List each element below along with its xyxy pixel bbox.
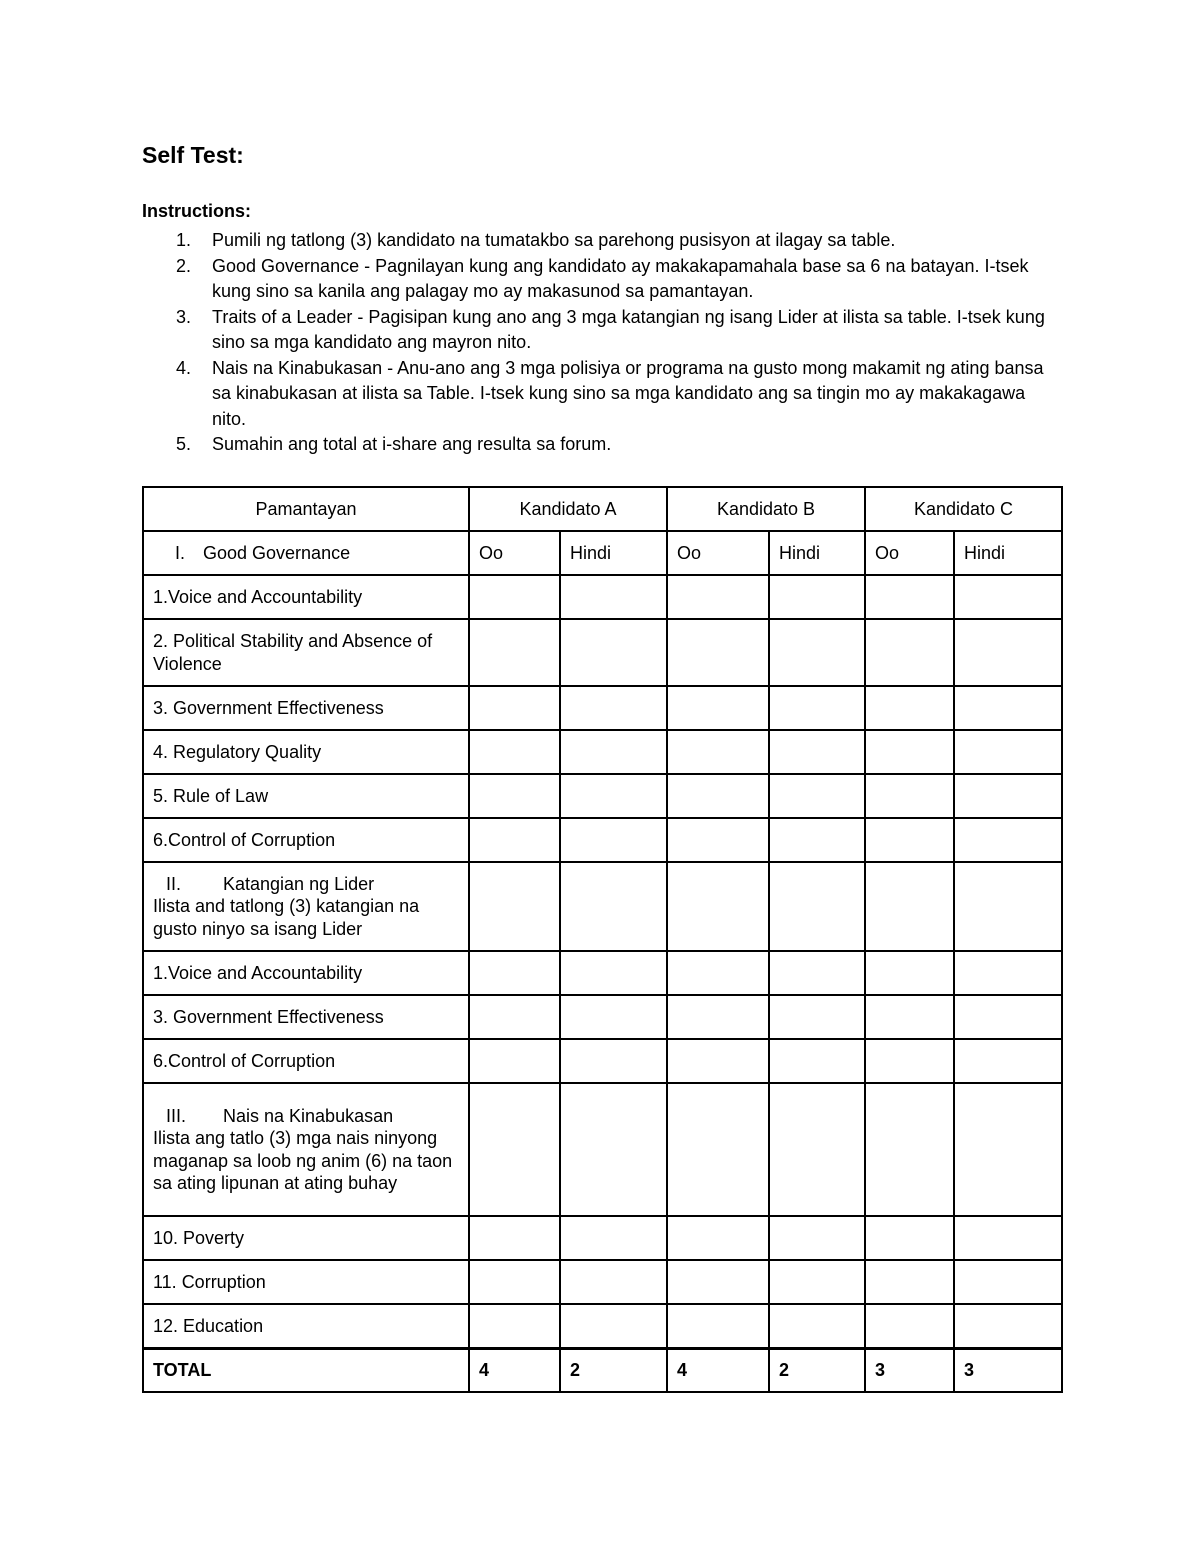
total-value: 3 — [865, 1348, 954, 1392]
check-cell[interactable] — [769, 1216, 865, 1260]
check-cell[interactable] — [469, 575, 560, 619]
header-no: Hindi — [954, 531, 1062, 575]
check-cell[interactable] — [469, 1216, 560, 1260]
check-cell[interactable] — [954, 730, 1062, 774]
check-cell[interactable] — [769, 774, 865, 818]
check-cell[interactable] — [667, 995, 769, 1039]
instructions-heading: Instructions: — [142, 201, 252, 221]
check-cell[interactable] — [769, 1039, 865, 1083]
check-cell[interactable] — [865, 686, 954, 730]
check-cell[interactable] — [954, 995, 1062, 1039]
check-cell[interactable] — [954, 575, 1062, 619]
criterion-label: 1.Voice and Accountability — [143, 575, 469, 619]
instruction-text: Good Governance - Pagnilayan kung ang kandidato ay makakapamahala base sa 6 na batayan. I-tsek kung sino sa kanila ang palagay mo ay makasunod sa pamantayan. — [212, 255, 1029, 301]
check-cell[interactable] — [667, 818, 769, 862]
check-cell[interactable] — [865, 1083, 954, 1216]
check-cell[interactable] — [469, 686, 560, 730]
header-no: Hindi — [769, 531, 865, 575]
instruction-number: 5. — [176, 434, 192, 454]
section-description: Ilista and tatlong (3) katangian na gusto ninyo sa isang Lider — [153, 896, 420, 939]
check-cell[interactable] — [769, 995, 865, 1039]
instruction-number: 2. — [176, 255, 192, 276]
instruction-item — [142, 432, 1062, 458]
check-cell[interactable] — [469, 774, 560, 818]
header-yes: Oo — [865, 531, 954, 575]
check-cell[interactable] — [865, 862, 954, 951]
criterion-label: 2. Political Stability and Absence of Violence — [143, 619, 469, 686]
instruction-text: Traits of a Leader - Pagisipan kung ano ang 3 mga katangian ng isang Lider at ilista sa table. I-tsek kung sino sa mga kandidato ang mayron nito. — [212, 306, 1045, 352]
section-title — [143, 862, 469, 951]
header-no: Hindi — [560, 531, 667, 575]
total-value: 2 — [769, 1348, 865, 1392]
section-roman: II. — [166, 873, 182, 894]
check-cell[interactable] — [865, 951, 954, 995]
instructions-list — [142, 228, 1062, 458]
check-cell[interactable] — [769, 575, 865, 619]
check-cell[interactable] — [469, 1260, 560, 1304]
section-title — [143, 531, 469, 575]
criterion-label: 11. Corruption — [143, 1260, 469, 1304]
header-candidate-b: Kandidato B — [667, 487, 865, 531]
header-candidate-a: Kandidato A — [469, 487, 667, 531]
instruction-number: 4. — [176, 357, 192, 378]
check-cell[interactable] — [667, 575, 769, 619]
check-cell[interactable] — [769, 1260, 865, 1304]
check-cell[interactable] — [469, 818, 560, 862]
check-cell[interactable] — [865, 619, 954, 686]
check-cell[interactable] — [954, 619, 1062, 686]
check-cell[interactable] — [954, 818, 1062, 862]
criterion-label: 6.Control of Corruption — [143, 1039, 469, 1083]
header-yes: Oo — [469, 531, 560, 575]
criterion-label: 5. Rule of Law — [143, 774, 469, 818]
total-value: 3 — [954, 1348, 1062, 1392]
check-cell[interactable] — [865, 818, 954, 862]
table-row — [143, 619, 1062, 686]
check-cell[interactable] — [667, 730, 769, 774]
check-cell[interactable] — [769, 818, 865, 862]
section-header-row — [143, 862, 1062, 951]
check-cell[interactable] — [865, 1260, 954, 1304]
section-roman: I. — [175, 542, 186, 563]
check-cell[interactable] — [954, 1304, 1062, 1348]
instruction-text: Pumili ng tatlong (3) kandidato na tumatakbo sa parehong pusisyon at ilagay sa table. — [212, 230, 896, 250]
section-name: Katangian ng Lider — [223, 873, 375, 894]
check-cell[interactable] — [560, 995, 667, 1039]
instruction-text: Nais na Kinabukasan - Anu-ano ang 3 mga polisiya or programa na gusto mong makamit ng ating bansa sa kinabukasan at ilista sa Table. I-tsek kung sino sa mga kandidato ang sa tingin mo ay makakagawa nito. — [212, 357, 1044, 429]
check-cell[interactable] — [667, 862, 769, 951]
section-roman: III. — [166, 1105, 187, 1126]
section-title — [143, 1083, 469, 1216]
check-cell[interactable] — [560, 1039, 667, 1083]
check-cell[interactable] — [560, 774, 667, 818]
criterion-label: 3. Government Effectiveness — [143, 995, 469, 1039]
check-cell[interactable] — [667, 1304, 769, 1348]
check-cell[interactable] — [560, 818, 667, 862]
check-cell[interactable] — [667, 774, 769, 818]
check-cell[interactable] — [769, 619, 865, 686]
check-cell[interactable] — [667, 686, 769, 730]
check-cell[interactable] — [954, 951, 1062, 995]
check-cell[interactable] — [865, 995, 954, 1039]
check-cell[interactable] — [865, 1039, 954, 1083]
evaluation-table — [142, 486, 1063, 1393]
check-cell[interactable] — [769, 686, 865, 730]
check-cell[interactable] — [560, 1216, 667, 1260]
check-cell[interactable] — [769, 1304, 865, 1348]
table-row — [143, 575, 1062, 619]
instruction-number: 1. — [176, 230, 192, 250]
check-cell[interactable] — [865, 774, 954, 818]
table-header-row — [143, 487, 1062, 531]
instruction-item — [142, 228, 1062, 254]
section-header-row — [143, 531, 1062, 575]
check-cell[interactable] — [560, 862, 667, 951]
instruction-number: 3. — [176, 306, 192, 327]
criterion-label: 6.Control of Corruption — [143, 818, 469, 862]
table-row — [143, 1304, 1062, 1348]
check-cell[interactable] — [667, 1039, 769, 1083]
check-cell[interactable] — [769, 862, 865, 951]
check-cell[interactable] — [954, 686, 1062, 730]
check-cell[interactable] — [954, 1216, 1062, 1260]
check-cell[interactable] — [560, 1304, 667, 1348]
check-cell[interactable] — [469, 995, 560, 1039]
criterion-label: 1.Voice and Accountability — [143, 951, 469, 995]
total-row — [143, 1348, 1062, 1392]
section-description: Ilista ang tatlo (3) mga nais ninyong maganap sa loob ng anim (6) na taon sa ating lipunan at ating buhay — [153, 1128, 453, 1193]
check-cell[interactable] — [560, 619, 667, 686]
check-cell[interactable] — [667, 619, 769, 686]
check-cell[interactable] — [865, 730, 954, 774]
table-row — [143, 1260, 1062, 1304]
instruction-item — [142, 305, 1062, 356]
check-cell[interactable] — [469, 951, 560, 995]
header-yes: Oo — [667, 531, 769, 575]
criterion-label: 4. Regulatory Quality — [143, 730, 469, 774]
check-cell[interactable] — [469, 1304, 560, 1348]
check-cell[interactable] — [865, 1304, 954, 1348]
check-cell[interactable] — [954, 1260, 1062, 1304]
check-cell[interactable] — [865, 1216, 954, 1260]
table-row — [143, 951, 1062, 995]
check-cell[interactable] — [954, 862, 1062, 951]
instruction-item — [142, 356, 1062, 433]
check-cell[interactable] — [954, 1083, 1062, 1216]
check-cell[interactable] — [769, 730, 865, 774]
table-row — [143, 1216, 1062, 1260]
check-cell[interactable] — [560, 951, 667, 995]
check-cell[interactable] — [469, 619, 560, 686]
total-value: 4 — [469, 1348, 560, 1392]
check-cell[interactable] — [560, 686, 667, 730]
table-row — [143, 730, 1062, 774]
criterion-label: 10. Poverty — [143, 1216, 469, 1260]
table-row — [143, 818, 1062, 862]
check-cell[interactable] — [560, 730, 667, 774]
check-cell[interactable] — [769, 1083, 865, 1216]
section-name: Good Governance — [203, 542, 351, 563]
check-cell[interactable] — [667, 1216, 769, 1260]
check-cell[interactable] — [469, 862, 560, 951]
table-row — [143, 995, 1062, 1039]
check-cell[interactable] — [560, 1260, 667, 1304]
criterion-label: 3. Government Effectiveness — [143, 686, 469, 730]
header-candidate-c: Kandidato C — [865, 487, 1062, 531]
check-cell[interactable] — [560, 1083, 667, 1216]
table-row — [143, 686, 1062, 730]
section-header-row — [143, 1083, 1062, 1216]
check-cell[interactable] — [560, 575, 667, 619]
check-cell[interactable] — [769, 951, 865, 995]
table-row — [143, 774, 1062, 818]
section-name: Nais na Kinabukasan — [223, 1105, 394, 1126]
check-cell[interactable] — [469, 730, 560, 774]
check-cell[interactable] — [667, 1083, 769, 1216]
check-cell[interactable] — [954, 1039, 1062, 1083]
total-label: TOTAL — [143, 1348, 469, 1392]
total-value: 2 — [560, 1348, 667, 1392]
table-row — [143, 1039, 1062, 1083]
check-cell[interactable] — [865, 575, 954, 619]
header-criteria: Pamantayan — [143, 487, 469, 531]
check-cell[interactable] — [469, 1039, 560, 1083]
total-value: 4 — [667, 1348, 769, 1392]
check-cell[interactable] — [954, 774, 1062, 818]
page-title: Self Test: — [142, 142, 244, 168]
instruction-text: Sumahin ang total at i-share ang resulta sa forum. — [212, 434, 612, 454]
check-cell[interactable] — [469, 1083, 560, 1216]
check-cell[interactable] — [667, 951, 769, 995]
check-cell[interactable] — [667, 1260, 769, 1304]
instruction-item — [142, 254, 1062, 305]
criterion-label: 12. Education — [143, 1304, 469, 1348]
